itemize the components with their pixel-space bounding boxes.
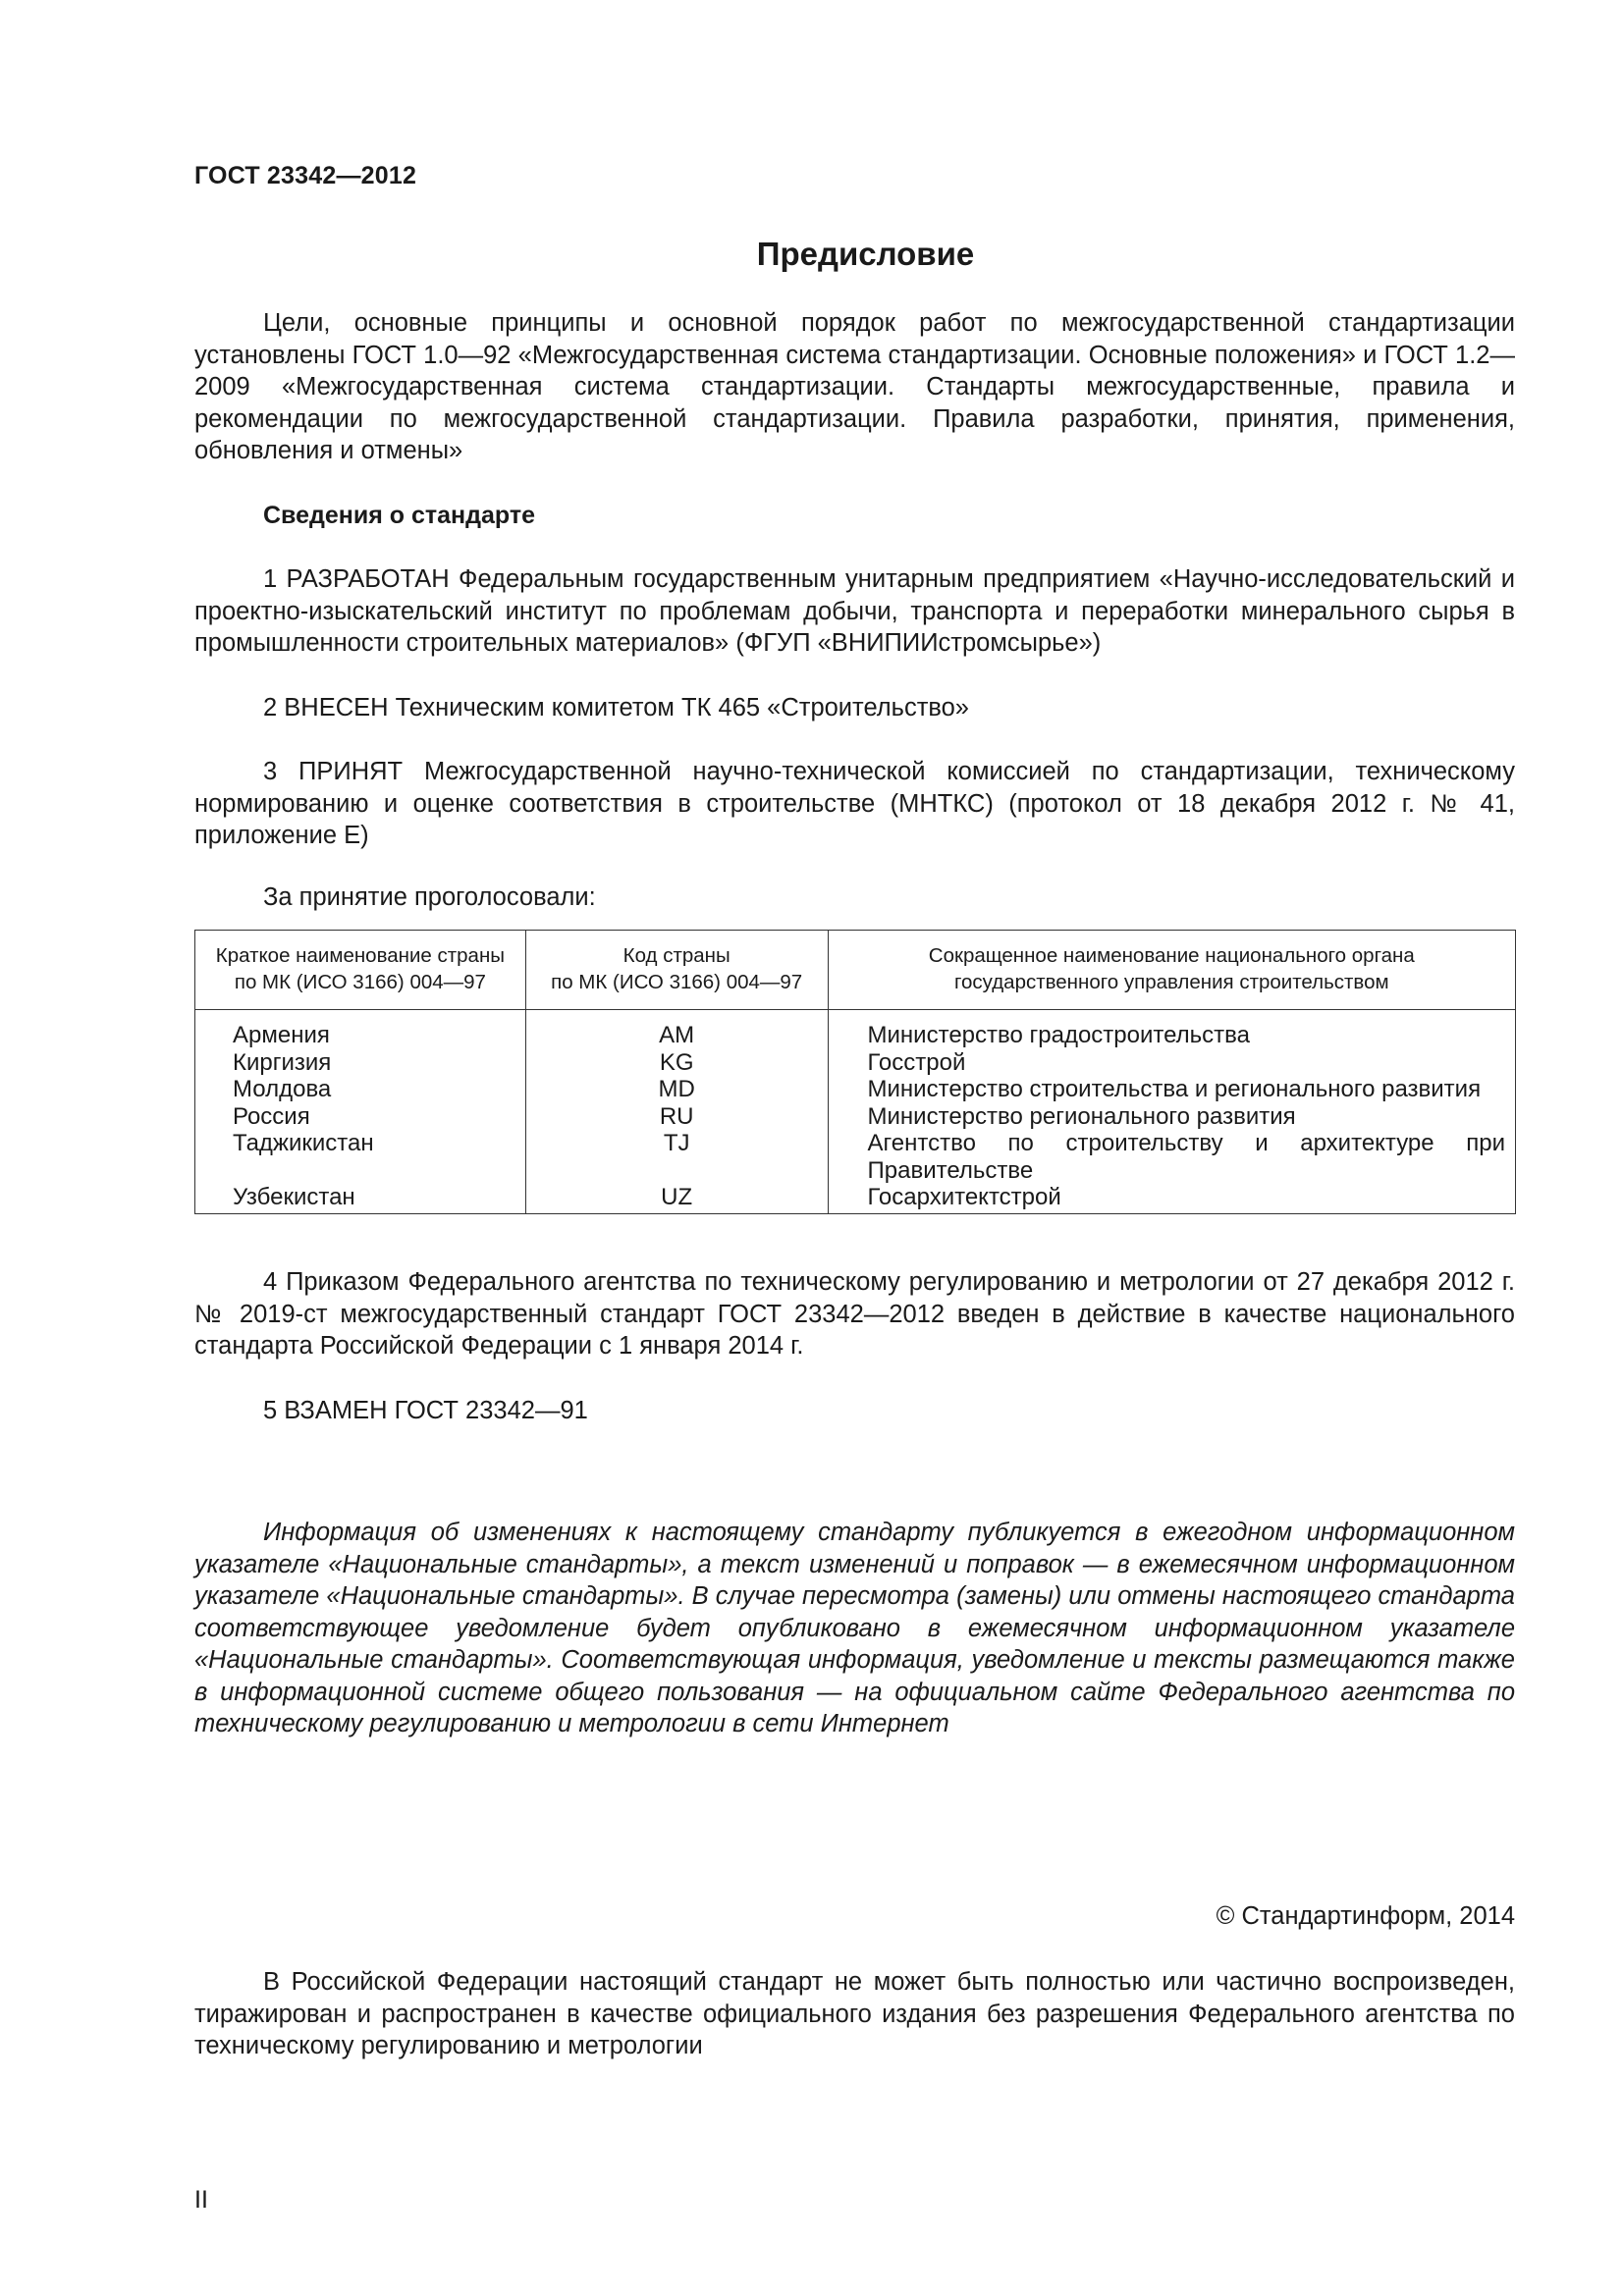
country-name: Таджикистан	[195, 1130, 526, 1184]
rights-notice	[194, 1966, 1515, 2062]
country-code: TJ	[525, 1130, 828, 1184]
voting-table	[194, 930, 1516, 1214]
table-row	[195, 1103, 1516, 1131]
organization-name: Госархитектстрой	[828, 1184, 1515, 1213]
changes-information-notice	[194, 1517, 1515, 1740]
item-4	[194, 1266, 1515, 1362]
country-name: Узбекистан	[195, 1184, 526, 1213]
header-organization-line2: государственного управления строительством	[953, 971, 1389, 993]
table-row	[195, 1076, 1516, 1103]
header-country-code-line1: Код страны	[622, 944, 730, 967]
changes-information-text: Информация об изменениях к настоящему стандарту публикуется в ежегодном информационном указателе «Национальные стандарты», а текст изменений и поправок — в ежемесячном информационном указателе «Национальные стандарты». В случае пересмотра (замены) или отмены настоящего стандарта соответствующее уведомление будет опубликовано в ежемесячном информационном указателе «Национальные стандарты». Соответствующая информация, уведомление и тексты размещаются также в информационной системе общего пользования — на официальном сайте Федерального агентства по техническому регулированию и метрологии в сети Интернет	[194, 1519, 1515, 1737]
item-3-text: 3 ПРИНЯТ Межгосударственной научно-технической комиссией по стандартизации, техническому нормированию и оценке соответствия в строительстве (МНТКС) (протокол от 18 декабря 2012 г. № 41, приложение Е)	[194, 758, 1515, 849]
header-country-code-line2: по МК (ИСО 3166) 004—97	[551, 971, 803, 993]
header-organization-line1: Сокращенное наименование национального органа	[928, 944, 1415, 967]
item-4-text: 4 Приказом Федерального агентства по техническому регулированию и метрологии от 27 декабря 2012 г. № 2019-ст межгосударственный стандарт ГОСТ 23342—2012 введен в действие в качестве национального стандарта Российской Федерации с 1 января 2014 г.	[194, 1268, 1515, 1360]
header-country-code	[525, 931, 828, 1010]
subheading: Сведения о стандарте	[263, 502, 536, 529]
standard-code: ГОСТ 23342—2012	[194, 162, 417, 189]
table-row	[195, 1184, 1516, 1213]
item-2-text: 2 ВНЕСЕН Техническим комитетом ТК 465 «Строительство»	[263, 694, 969, 721]
organization-name: Министерство строительства и регионального развития	[828, 1076, 1515, 1103]
country-code: RU	[525, 1103, 828, 1131]
copyright-line: © Стандартинформ, 2014	[1216, 1902, 1515, 1930]
organization-name: Министерство градостроительства	[828, 1010, 1515, 1049]
header-country-name-line2: по МК (ИСО 3166) 004—97	[234, 971, 486, 993]
item-5-text: 5 ВЗАМЕН ГОСТ 23342—91	[263, 1397, 588, 1424]
country-name: Киргизия	[195, 1049, 526, 1077]
organization-name: Министерство регионального развития	[828, 1103, 1515, 1131]
item-1	[194, 563, 1515, 660]
organization-name: Агентство по строительству и архитектуре при Правительстве	[828, 1130, 1515, 1184]
country-name: Армения	[195, 1010, 526, 1049]
header-country-name	[195, 931, 526, 1010]
intro-paragraph	[194, 307, 1515, 467]
country-code: AM	[525, 1010, 828, 1049]
page-title: Предисловие	[756, 236, 975, 272]
rights-notice-text: В Российской Федерации настоящий стандарт не может быть полностью или частично воспроизведен, тиражирован и распространен в качестве официального издания без разрешения Федерального агентства по техническому регулированию и метрологии	[194, 1968, 1515, 2059]
country-code: UZ	[525, 1184, 828, 1213]
table-row	[195, 1049, 1516, 1077]
voted-label: За принятие проголосовали:	[263, 883, 596, 911]
header-organization	[828, 931, 1515, 1010]
item-2	[194, 692, 1515, 724]
country-code: MD	[525, 1076, 828, 1103]
item-1-text: 1 РАЗРАБОТАН Федеральным государственным унитарным предприятием «Научно-исследовательский и проектно-изыскательский институт по проблемам добычи, транспорта и переработки минерального сырья в промышленности строительных материалов» (ФГУП «ВНИПИИстромсырье»)	[194, 565, 1515, 657]
table-row	[195, 1130, 1516, 1184]
item-5	[194, 1395, 1515, 1427]
table-row	[195, 1010, 1516, 1049]
header-country-name-line1: Краткое наименование страны	[215, 944, 505, 967]
country-name: Молдова	[195, 1076, 526, 1103]
item-3	[194, 756, 1515, 852]
country-code: KG	[525, 1049, 828, 1077]
table-header-row	[195, 931, 1516, 1010]
page-number: II	[194, 2186, 208, 2214]
country-name: Россия	[195, 1103, 526, 1131]
intro-text: Цели, основные принципы и основной порядок работ по межгосударственной стандартизации установлены ГОСТ 1.0—92 «Межгосударственная система стандартизации. Основные положения» и ГОСТ 1.2—2009 «Межгосударственная система стандартизации. Стандарты межгосударственные, правила и рекомендации по межгосударственной стандартизации. Правила разработки, принятия, применения, обновления и отмены»	[194, 309, 1515, 464]
organization-name: Госстрой	[828, 1049, 1515, 1077]
